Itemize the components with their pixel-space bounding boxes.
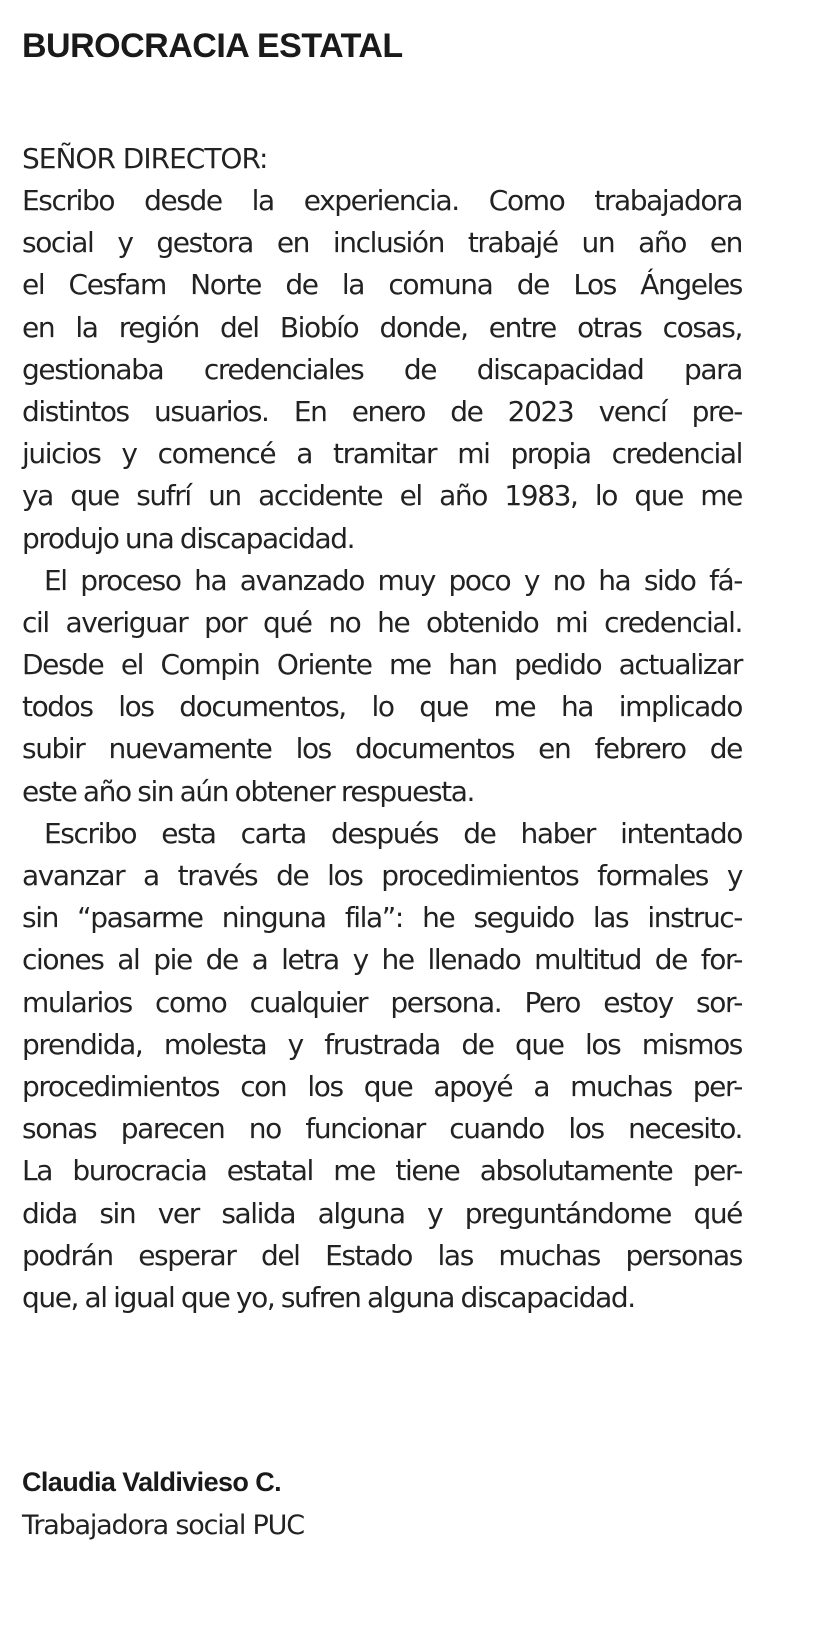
body-line: ciones al pie de a letra y he llenado multitud de for- [22, 943, 742, 977]
body-line: ya que sufrí un accidente el año 1983, lo que me [22, 479, 742, 513]
body-line: Desde el Compin Oriente me han pedido actualizar [22, 648, 742, 682]
headline: BUROCRACIA ESTATAL [22, 27, 403, 65]
letter-to-editor [22, 26, 822, 1319]
salutation: SEÑOR DIRECTOR: [22, 142, 268, 175]
body-line: El proceso ha avanzado muy poco y no ha sido fá- [44, 563, 742, 597]
body-line: que, al igual que yo, sufren alguna discapacidad. [22, 1280, 635, 1314]
body-line: sonas parecen no funcionar cuando los necesito. [22, 1112, 742, 1146]
letter-body [22, 180, 822, 1319]
author-affiliation: Trabajadora social PUC [22, 1510, 304, 1541]
body-line: subir nuevamente los documentos en febrero de [22, 732, 742, 766]
body-line: social y gestora en inclusión trabajé un año en [22, 226, 742, 260]
body-line: Escribo esta carta después de haber intentado [44, 816, 742, 850]
body-line: juicios y comencé a tramitar mi propia credencial [22, 437, 742, 471]
body-line: mularios como cualquier persona. Pero estoy sor- [22, 985, 742, 1019]
body-line: avanzar a través de los procedimientos formales y [22, 859, 742, 892]
body-line: sin “pasarme ninguna fila”: he seguido las instruc- [22, 901, 742, 935]
body-line: Escribo desde la experiencia. Como trabajadora [22, 184, 742, 217]
body-line: gestionaba credenciales de discapacidad para [22, 352, 742, 386]
body-line: este año sin aún obtener respuesta. [22, 774, 474, 808]
body-line: La burocracia estatal me tiene absolutamente per- [22, 1154, 742, 1188]
body-line: cil averiguar por qué no he obtenido mi credencial. [22, 605, 742, 639]
body-line: en la región del Biobío donde, entre otras cosas, [22, 310, 742, 344]
body-line: dida sin ver salida alguna y preguntándome qué [22, 1196, 742, 1230]
body-line: produjo una discapacidad. [22, 521, 355, 555]
body-line: distintos usuarios. En enero de 2023 vencí pre- [22, 394, 742, 428]
body-line: el Cesfam Norte de la comuna de Los Ángeles [22, 268, 742, 302]
body-line: todos los documentos, lo que me ha implicado [22, 690, 742, 724]
body-line: prendida, molesta y frustrada de que los mismos [22, 1027, 742, 1061]
body-line: podrán esperar del Estado las muchas personas [22, 1238, 742, 1272]
signature-block [22, 1462, 822, 1546]
author-name: Claudia Valdivieso C. [22, 1467, 281, 1497]
body-line: procedimientos con los que apoyé a muchas per- [22, 1069, 742, 1103]
